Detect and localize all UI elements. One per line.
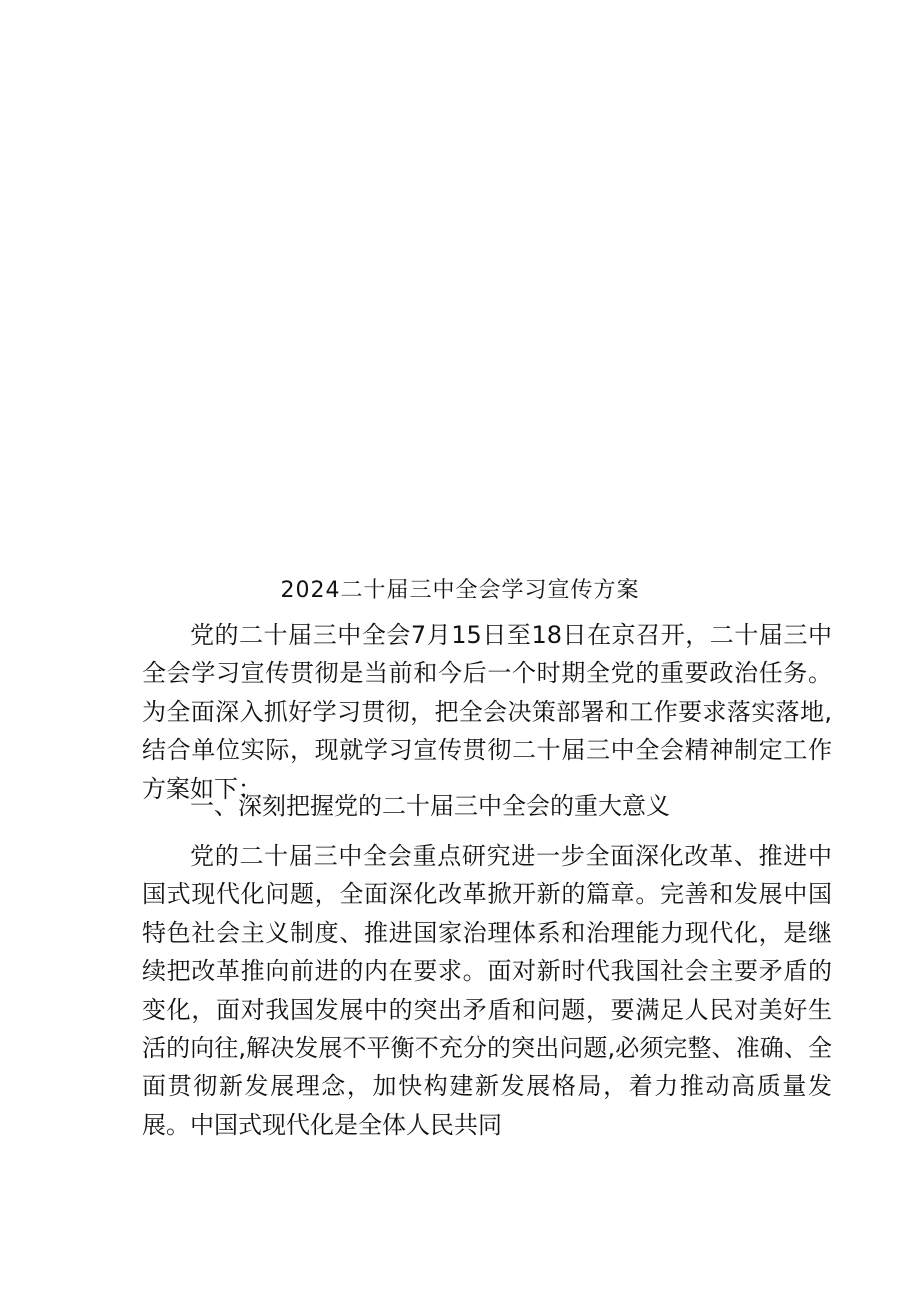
section-heading: 一、深刻把握党的二十届三中全会的重大意义	[190, 792, 670, 820]
document-title: 2024二十届三中全会学习宣传方案	[280, 578, 640, 603]
section-paragraph: 党的二十届三中全会重点研究进一步全面深化改革、推进中国式现代化问题，全面深化改革掀开新的篇章。完善和发展中国特色社会主义制度、推进国家治理体系和治理能力现代化，是继续把改革推向前进的内在要求。面对新时代我国社会主要矛盾的变化，面对我国发展中的突出矛盾和问题，要满足人民对美好生活的向往,解决发展不平衡不充分的突出问题,必须完整、准确、全面贯彻新发展理念，加快构建新发展格局，着力推动高质量发展。中国式现代化是全体人民共同	[142, 842, 832, 1139]
intro-paragraph: 党的二十届三中全会7月15日至18日在京召开，二十届三中全会学习宣传贯彻是当前和今后一个时期全党的重要政治任务。为全面深入抓好学习贯彻，把全会决策部署和工作要求落实落地,结合单位实际，现就学习宣传贯彻二十届三中全会精神制定工作方案如下：	[142, 621, 832, 803]
